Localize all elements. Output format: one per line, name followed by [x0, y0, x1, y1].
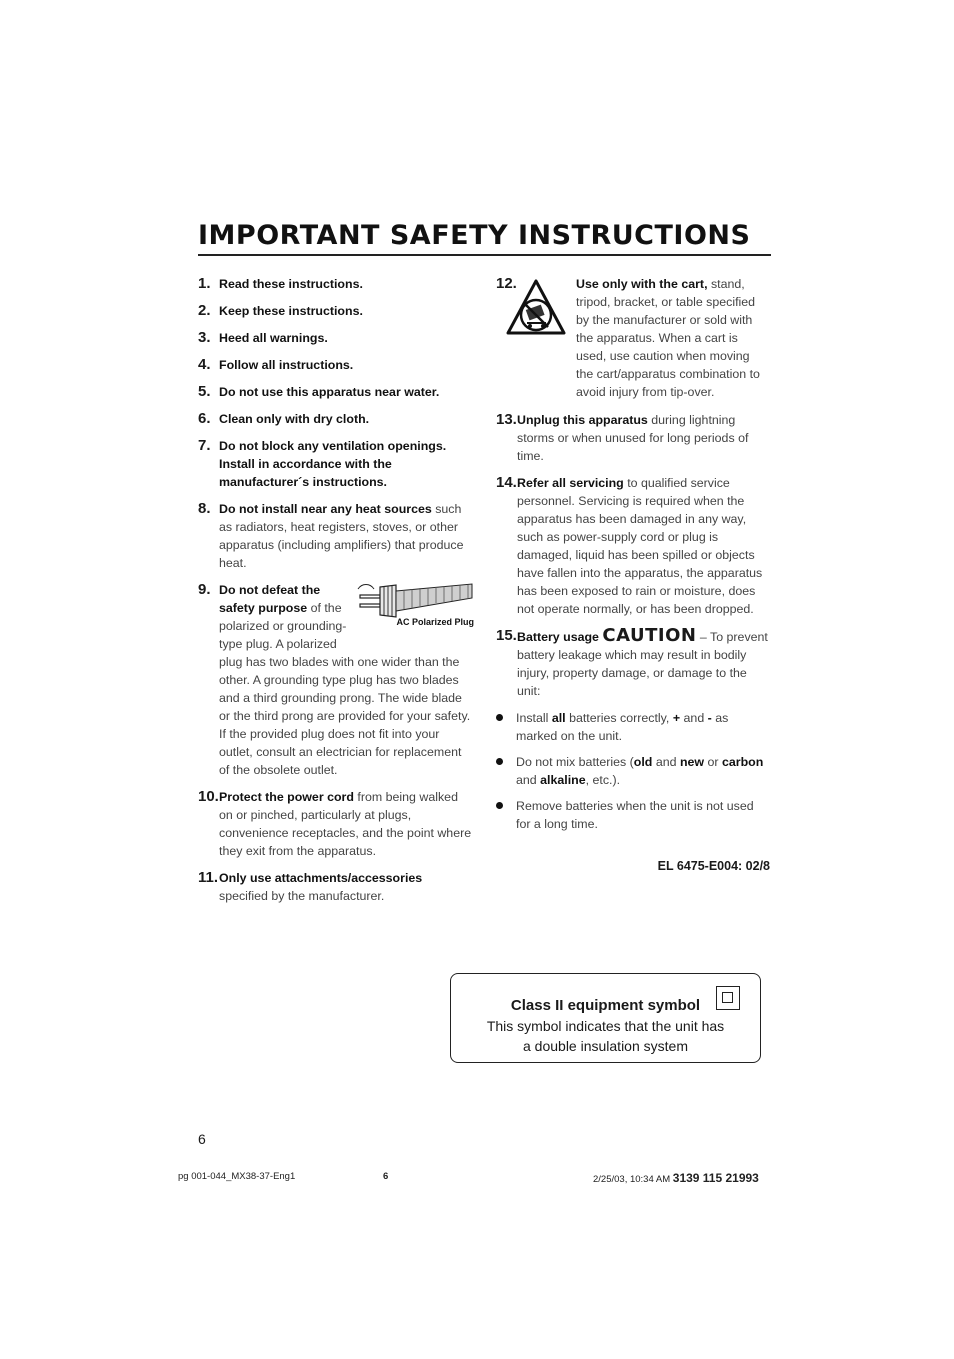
footer-timestamp	[593, 1171, 759, 1185]
item-bold-text: Only use attachments/accessories	[219, 871, 423, 885]
item-bold-text: Battery usage	[517, 630, 599, 644]
item-number: 3.	[198, 329, 211, 346]
bullet-emphasis: -	[707, 711, 712, 725]
item-bold-text: Protect the power cord	[219, 790, 354, 804]
class-ii-notice-box	[450, 973, 761, 1063]
item-detail-text: – To prevent battery leakage which may result in bodily injury, property damage, or damage to the unit:	[517, 630, 768, 698]
item-number: 7.	[198, 437, 211, 454]
instruction-9	[198, 581, 474, 779]
page-title: IMPORTANT SAFETY INSTRUCTIONS	[198, 220, 751, 251]
item-detail-text: during lightning storms or when unused for long periods of time.	[517, 413, 749, 463]
polarized-plug-illustration	[356, 581, 474, 645]
document-code: EL 6475-E004: 02/8	[657, 859, 770, 873]
instruction-14	[496, 474, 770, 618]
caution-word: CAUTION	[602, 625, 697, 646]
item-number: 12.	[496, 275, 517, 292]
item-text: Clean only with dry cloth.	[219, 412, 370, 426]
title-rule	[198, 254, 771, 256]
instruction-3	[198, 329, 474, 347]
item-number: 11.	[198, 869, 219, 886]
bullet-dot-icon	[496, 758, 503, 765]
bullet-text: batteries correctly,	[569, 711, 670, 725]
class-box-line-1: This symbol indicates that the unit has	[486, 1018, 725, 1034]
class-box-title: Class II equipment symbol	[510, 997, 701, 1014]
item-detail-text: of the polarized or grounding-type plug. A polarized plug has two blades with one wider than the other. A grounding type plug has two blades and a third grounding prong. The wide blade or the third prong are provided for your safety. If the provided plug does not fit into your outlet, consult an electrician for replacement of the obsolete outlet.	[219, 601, 471, 777]
bullet-dot-icon	[496, 802, 503, 809]
instruction-11	[198, 869, 474, 905]
item-number: 6.	[198, 410, 211, 427]
item-text: Do not block any ventilation openings. Install in accordance with the manufacturer´s instructions.	[219, 439, 447, 489]
item-bold-text: Do not install near any heat sources	[219, 502, 432, 516]
cart-text	[576, 275, 770, 401]
instruction-7	[198, 437, 474, 491]
item-detail-text: specified by the manufacturer.	[219, 889, 385, 903]
bullet-text: and	[655, 755, 677, 769]
item-number: 4.	[198, 356, 211, 373]
instruction-1	[198, 275, 474, 293]
item-number: 15.	[496, 627, 517, 644]
instruction-8	[198, 500, 474, 572]
bullet-emphasis: alkaline	[540, 773, 586, 787]
battery-bullet-2	[496, 753, 770, 789]
battery-bullet-3	[496, 797, 770, 833]
instruction-6	[198, 410, 474, 428]
bullet-text: Remove batteries when the unit is not used for a long time.	[516, 799, 754, 831]
bullet-emphasis: old	[633, 755, 653, 769]
item-text: Keep these instructions.	[219, 304, 363, 318]
item-number: 2.	[198, 302, 211, 319]
item-number: 9.	[198, 581, 211, 598]
item-text: Follow all instructions.	[219, 358, 354, 372]
item-detail-text: such as radiators, heat registers, stoves, or other apparatus (including amplifiers) that produce heat.	[219, 502, 464, 570]
instruction-12	[496, 275, 770, 405]
bullet-emphasis: carbon	[722, 755, 764, 769]
left-column	[198, 275, 474, 914]
instruction-10	[198, 788, 474, 860]
item-detail-text: to qualified service personnel. Servicing is required when the apparatus has been damaged in any way, such as power-supply cord or plug is damaged, liquid has been spilled or objects have fallen into the apparatus, the apparatus has been exposed to rain or moisture, does not operate normally, or has been dropped.	[517, 476, 763, 616]
plug-icon	[356, 581, 474, 621]
item-bold-text: Do not defeat the safety purpose	[219, 583, 321, 615]
class-box-line-2: a double insulation system	[523, 1038, 688, 1054]
bullet-text: and	[683, 711, 705, 725]
item-text: Do not use this apparatus near water.	[219, 385, 440, 399]
item-text: Read these instructions.	[219, 277, 363, 291]
double-insulation-icon	[716, 986, 740, 1010]
instruction-15	[496, 627, 770, 700]
bullet-text: as marked on the unit.	[516, 711, 729, 743]
bullet-dot-icon	[496, 714, 503, 721]
item-detail-text: from being walked on or pinched, particularly at plugs, convenience receptacles, and the point where they exit from the apparatus.	[219, 790, 472, 858]
bullet-text: Install	[516, 711, 549, 725]
item-number: 5.	[198, 383, 211, 400]
bullet-text: , etc.).	[585, 773, 621, 787]
instruction-4	[198, 356, 474, 374]
instruction-5	[198, 383, 474, 401]
battery-bullet-1	[496, 709, 770, 745]
item-detail-text: stand, tripod, bracket, or table specified by the manufacturer or sold with the apparatus. When a cart is used, use caution when moving the cart/apparatus combination to avoid injury from tip-over.	[576, 277, 760, 399]
instruction-2	[198, 302, 474, 320]
bullet-text: Do not mix batteries (	[516, 755, 634, 769]
cart-tip-over-warning-icon	[506, 279, 566, 337]
bullet-emphasis: +	[672, 711, 681, 725]
page-number: 6	[198, 1131, 206, 1147]
item-number: 14.	[496, 474, 517, 491]
footer-page: 6	[383, 1171, 389, 1182]
footer-code: 3139 115 21993	[672, 1171, 759, 1185]
right-column	[496, 275, 770, 875]
bullet-text: or	[707, 755, 719, 769]
bullet-emphasis: new	[679, 755, 705, 769]
item-bold-text: Unplug this apparatus	[517, 413, 648, 427]
plug-caption: AC Polarized Plug	[396, 617, 474, 627]
item-bold-text: Use only with the cart,	[576, 277, 708, 291]
bullet-text: and	[516, 773, 537, 787]
footer-datetime: 2/25/03, 10:34 AM	[593, 1174, 671, 1185]
item-number: 13.	[496, 411, 517, 428]
item-bold-text: Refer all servicing	[517, 476, 624, 490]
footer-filename: pg 001-044_MX38-37-Eng1	[178, 1171, 296, 1182]
instruction-13	[496, 411, 770, 465]
item-text: Heed all warnings.	[219, 331, 328, 345]
item-number: 1.	[198, 275, 211, 292]
bullet-emphasis: all	[551, 711, 566, 725]
item-number: 10.	[198, 788, 219, 805]
item-number: 8.	[198, 500, 211, 517]
